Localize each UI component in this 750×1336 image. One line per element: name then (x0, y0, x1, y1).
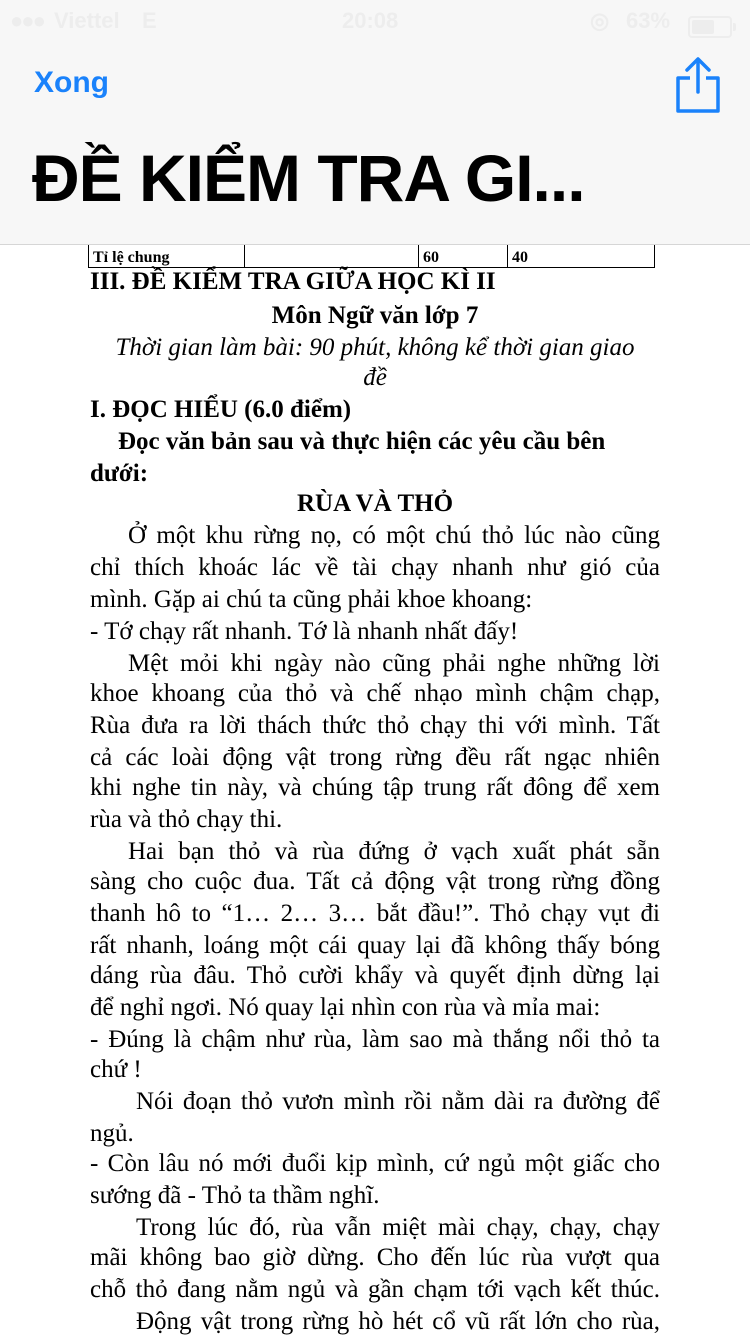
time-note: Thời gian làm bài: 90 phút, không kể thời gian giao (115, 334, 635, 361)
instruction-cont: dưới: (90, 460, 149, 487)
battery-icon (688, 16, 732, 38)
story-line: sướng đã - Thỏ ta thầm nghĩ. (90, 1182, 380, 1209)
story-line: thanh hô to “1… 2… 3… bắt đầu!”. Thỏ chạy vụt đi (90, 900, 660, 927)
story-line: Ở một khu rừng nọ, có một chú thỏ lúc nào cũng (128, 522, 660, 549)
story-line: mình. Gặp ai chú ta cũng phải khoe khoang: (90, 586, 533, 613)
alarm-icon: ◎ (590, 8, 610, 33)
status-bar (0, 6, 750, 36)
story-line: khi nghe tin này, và chúng tập trung rất đông để xem (90, 774, 660, 801)
story-line: Hai bạn thỏ và rùa đứng ở vạch xuất phát sẵn (128, 838, 660, 865)
story-line: để nghỉ ngơi. Nó quay lại nhìn con rùa và mỉa mai: (90, 994, 601, 1021)
story-line: chứ ! (90, 1056, 142, 1083)
story-line: - Còn lâu nó mới đuổi kịp mình, cứ ngủ một giấc cho (90, 1150, 660, 1177)
instruction: Đọc văn bản sau và thực hiện các yêu cầu bên (118, 428, 606, 455)
story-line: ngủ. (90, 1120, 134, 1147)
story-line: - Đúng là chậm như rùa, làm sao mà thắng nổi thỏ ta (90, 1026, 660, 1053)
story-line: cả các loài động vật trong rừng đều rất ngạc nhiên (90, 744, 660, 771)
story-line: Động vật trong rừng hò hét cổ vũ rất lớn cho rùa, (136, 1308, 660, 1335)
story-line: rùa và thỏ chạy thi. (90, 806, 283, 833)
signal-icon: ●●● (10, 8, 44, 33)
part-heading: I. ĐỌC HIỂU (6.0 điểm) (90, 396, 352, 423)
table-cell-value: 40 (508, 239, 655, 268)
section-heading: III. ĐỀ KIỂM TRA GIỮA HỌC KÌ II (90, 268, 496, 295)
share-icon[interactable] (674, 56, 722, 114)
story-line: khoe khoang của thỏ và chế nhạo mình chậm chạp, (90, 680, 660, 707)
story-line: Rùa đưa ra lời thách thức thỏ chạy thi với mình. Tất (90, 712, 660, 739)
viewer-header (0, 0, 750, 245)
done-button[interactable]: Xong (34, 66, 109, 99)
story-line: Nói đoạn thỏ vươn mình rồi nằm dài ra đường để (136, 1088, 660, 1115)
story-title: RÙA VÀ THỎ (296, 490, 454, 517)
battery-percent: 63% (626, 8, 671, 33)
table-cell-value: 60 (419, 239, 508, 268)
network-label: E (142, 8, 157, 33)
story-line: Trong lúc đó, rùa vẫn miệt mài chạy, chạy, chạy (136, 1214, 660, 1241)
story-line: dáng rùa đâu. Thỏ cười khẩy và quyết định dừng lại (90, 962, 660, 989)
story-line: Mệt mỏi khi ngày nào cũng phải nghe những lời (128, 650, 660, 677)
story-line: chỗ thỏ đang nằm ngủ và gần chạm tới vạch kết thúc. (90, 1276, 660, 1303)
clock: 20:08 (342, 8, 399, 33)
document-title: ĐỀ KIỂM TRA GI... (32, 141, 585, 215)
time-note-cont: đề (363, 364, 387, 391)
story-line: mãi không bao giờ dừng. Cho đến lúc rùa vượt qua (90, 1244, 660, 1271)
story-line: rất nhanh, loáng một cái quay lại đã không thấy bóng (90, 932, 660, 959)
table-cell-label: Tỉ lệ chung (89, 239, 245, 268)
story-line: chỉ thích khoác lác về tài chạy nhanh như gió của (90, 554, 660, 581)
subject-title: Môn Ngữ văn lớp 7 (271, 302, 479, 329)
story-line: - Tớ chạy rất nhanh. Tớ là nhanh nhất đấy! (90, 618, 519, 645)
carrier-label: Viettel (54, 8, 120, 33)
story-line: sàng cho cuộc đua. Tất cả động vật trong rừng đồng (90, 868, 660, 895)
